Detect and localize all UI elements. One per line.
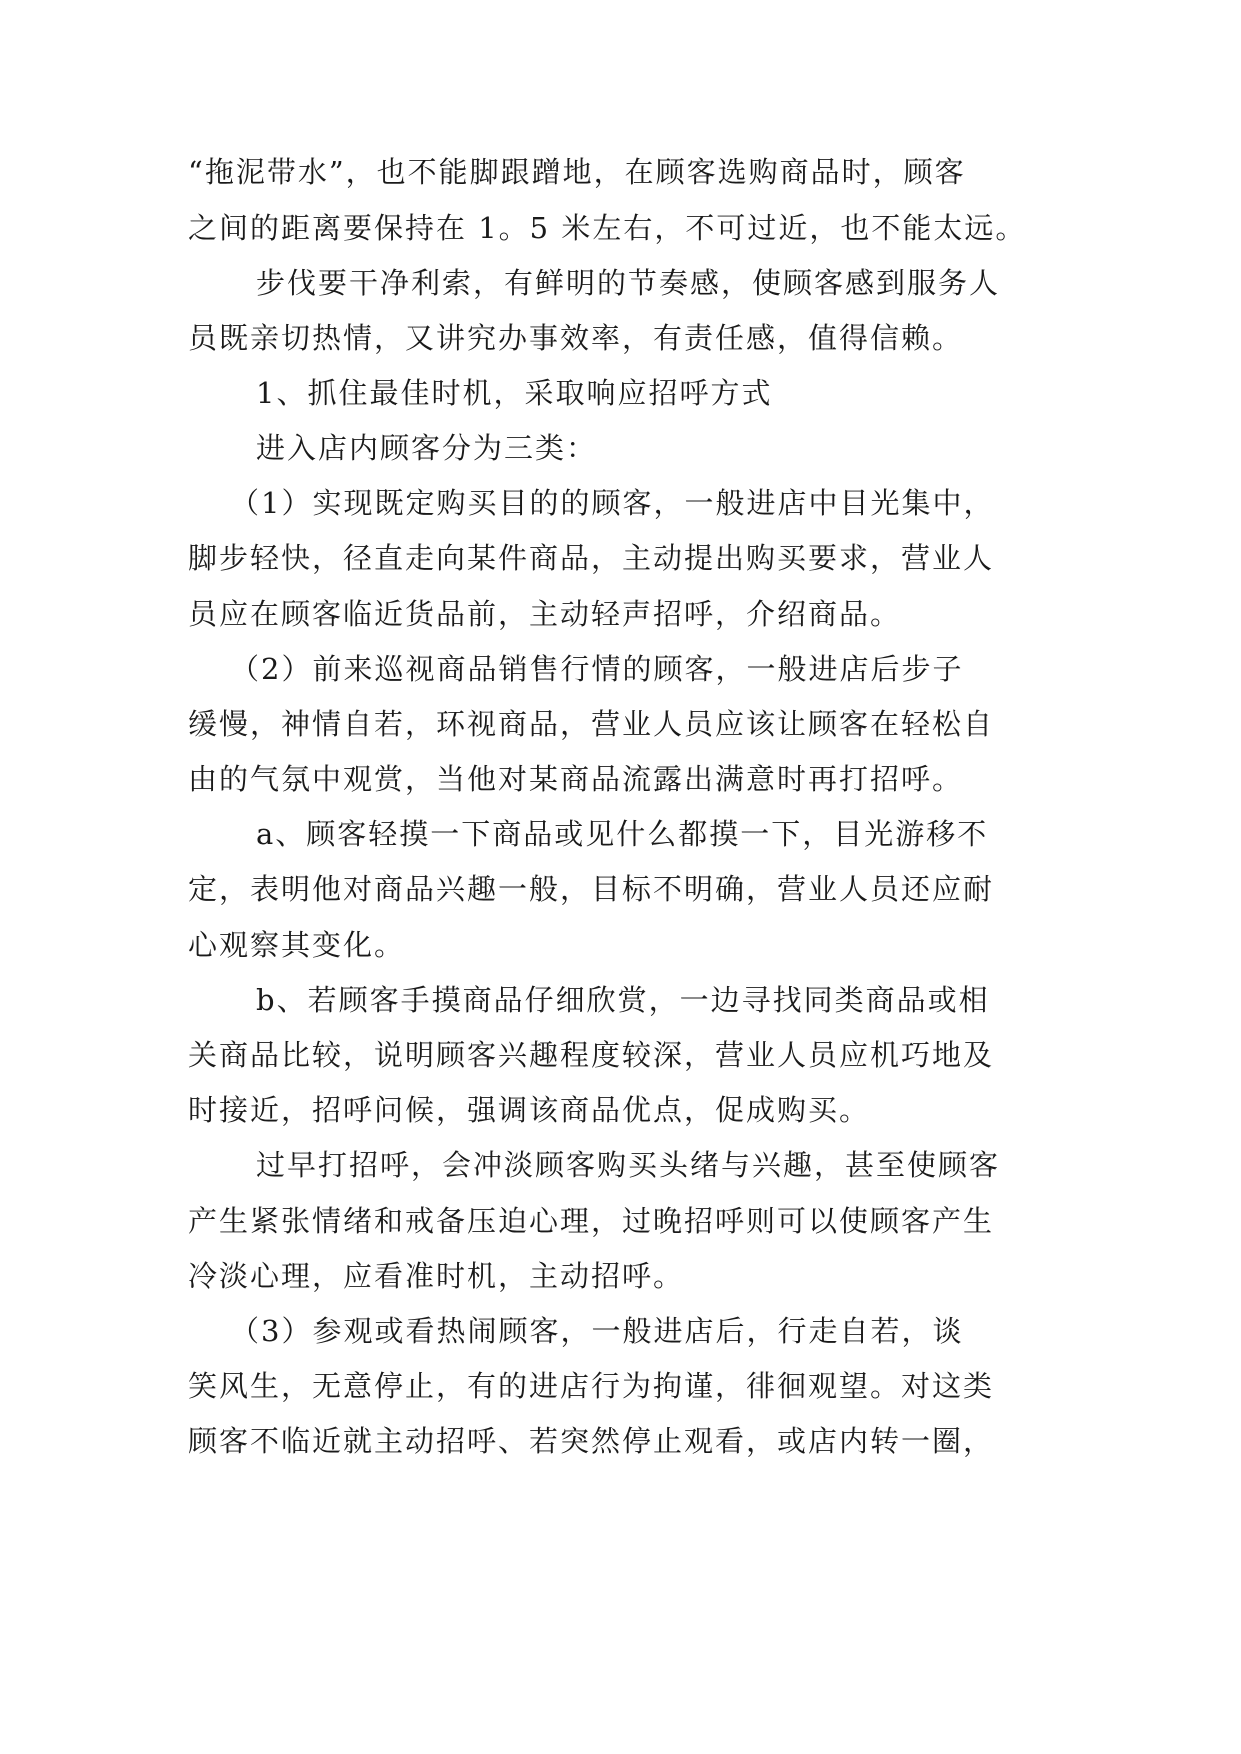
text-line-24: 顾客不临近就主动招呼、若突然停止观看，或店内转一圈，: [188, 1424, 995, 1458]
text-line-21: 冷淡心理，应看准时机，主动招呼。: [188, 1259, 685, 1293]
text-line-6: 进入店内顾客分为三类：: [256, 431, 598, 465]
text-line-1: “拖泥带水”，也不能脚跟蹭地，在顾客选购商品时，顾客: [188, 155, 966, 189]
text-line-8: 脚步轻快，径直走向某件商品，主动提出购买要求，营业人: [188, 541, 995, 575]
text-line-12: 由的气氛中观赏，当他对某商品流露出满意时再打招呼。: [188, 762, 964, 796]
text-line-13: a、顾客轻摸一下商品或见什么都摸一下，目光游移不: [256, 817, 989, 851]
text-line-17: 关商品比较，说明顾客兴趣程度较深，营业人员应机巧地及: [188, 1038, 995, 1072]
text-line-14: 定，表明他对商品兴趣一般，目标不明确，营业人员还应耐: [188, 872, 995, 906]
text-line-23: 笑风生，无意停止，有的进店行为拘谨，徘徊观望。对这类: [188, 1369, 995, 1403]
text-line-2: 之间的距离要保持在 1。5 米左右，不可过近，也不能太远。: [188, 211, 1027, 245]
text-line-18: 时接近，招呼问候，强调该商品优点，促成购买。: [188, 1093, 871, 1127]
text-line-7: （1）实现既定购买目的的顾客，一般进店中目光集中，: [230, 486, 995, 520]
text-line-9: 员应在顾客临近货品前，主动轻声招呼，介绍商品。: [188, 597, 902, 631]
text-line-11: 缓慢，神情自若，环视商品，营业人员应该让顾客在轻松自: [188, 707, 995, 741]
text-line-5: 1、抓住最佳时机，采取响应招呼方式: [256, 376, 773, 410]
text-line-4: 员既亲切热情，又讲究办事效率，有责任感，值得信赖。: [188, 321, 964, 355]
text-line-10: （2）前来巡视商品销售行情的顾客，一般进店后步子: [230, 652, 964, 686]
text-line-19: 过早打招呼，会冲淡顾客购买头绪与兴趣，甚至使顾客: [256, 1148, 1001, 1182]
text-line-16: b、若顾客手摸商品仔细欣赏，一边寻找同类商品或相: [256, 983, 990, 1017]
text-line-15: 心观察其变化。: [188, 928, 406, 962]
text-line-20: 产生紧张情绪和戒备压迫心理，过晚招呼则可以使顾客产生: [188, 1204, 995, 1238]
text-line-22: （3）参观或看热闹顾客，一般进店后，行走自若，谈: [230, 1314, 964, 1348]
text-line-3: 步伐要干净利索，有鲜明的节奏感，使顾客感到服务人: [256, 266, 1001, 300]
